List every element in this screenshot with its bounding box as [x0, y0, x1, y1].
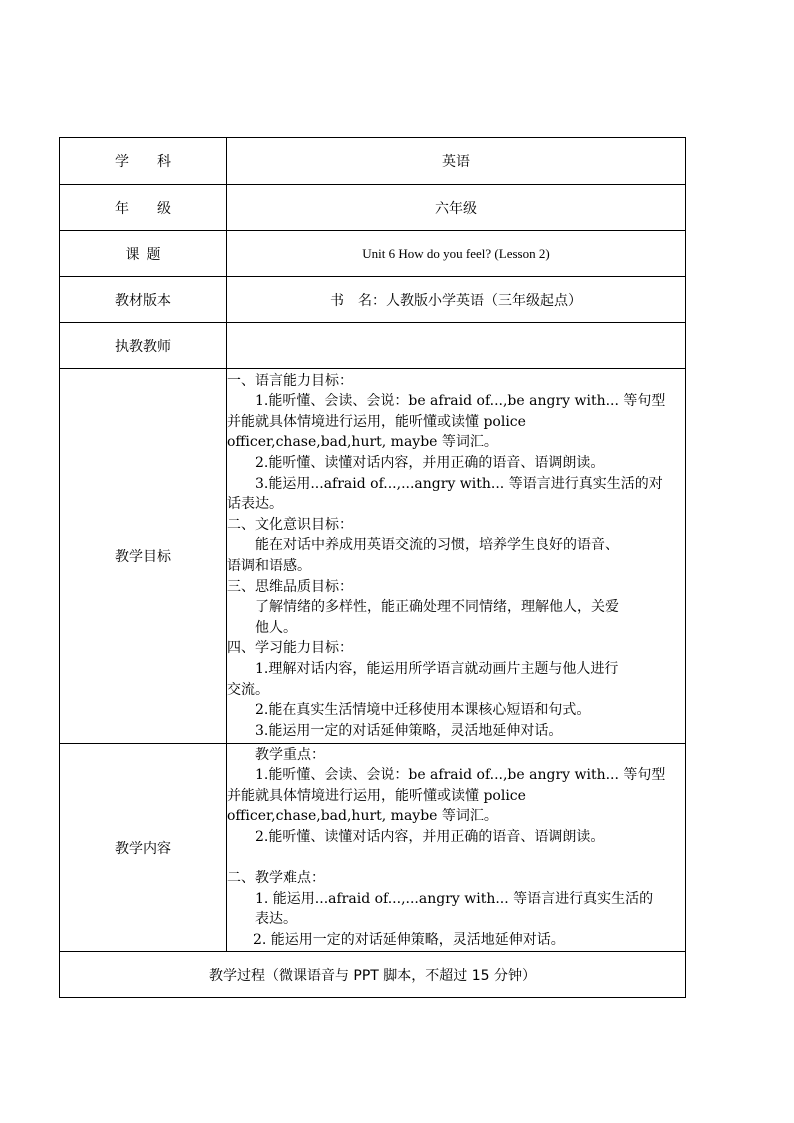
content-label: 教学内容 — [60, 744, 227, 952]
objectives-line: 四、学习能力目标： — [227, 640, 353, 657]
topic-label: 课 题 — [60, 231, 227, 277]
content-line: officer,chase,bad,hurt, maybe 等词汇。 — [227, 808, 498, 825]
objectives-line: 2.能在真实生活情境中迁移使用本课核心短语和句式。 — [255, 702, 591, 719]
objectives-line: 并能就具体情境进行运用，能听懂或读懂 police — [227, 413, 526, 430]
objectives-line: 语调和语感。 — [227, 558, 311, 574]
topic-row — [60, 231, 686, 277]
teacher-label: 执教教师 — [60, 323, 227, 369]
content-row — [60, 744, 686, 952]
objectives-line: 能在对话中养成用英语交流的习惯，培养学生良好的语音、 — [255, 537, 619, 554]
objectives-line: 一、语言能力目标： — [227, 372, 353, 389]
objectives-label: 教学目标 — [60, 369, 227, 744]
content-line: 教学重点： — [255, 746, 325, 763]
objectives-line: 他人。 — [255, 619, 297, 636]
objectives-line: 1.能听懂、会读、会说：be afraid of...,be angry with... 等句型 — [255, 393, 666, 410]
objectives-line: 二、文化意识目标： — [227, 516, 353, 533]
process-heading: 教学过程（微课语音与 PPT 脚本，不超过 15 分钟） — [60, 952, 686, 998]
objectives-body — [227, 369, 686, 744]
content-line — [227, 848, 685, 869]
subject-value: 英语 — [227, 138, 686, 185]
content-line: 二、教学难点： — [227, 870, 325, 887]
teacher-row — [60, 323, 686, 369]
objectives-line: 交流。 — [227, 681, 269, 698]
edition-row — [60, 277, 686, 323]
objectives-line: 3.能运用一定的对话延伸策略，灵活地延伸对话。 — [255, 722, 563, 739]
process-row — [60, 952, 686, 998]
subject-label: 学 科 — [60, 138, 227, 185]
teacher-value — [227, 323, 686, 369]
content-line: 并能就具体情境进行运用，能听懂或读懂 police — [227, 787, 526, 804]
content-line: 2. 能运用一定的对话延伸策略，灵活地延伸对话。 — [253, 931, 565, 948]
edition-label: 教材版本 — [60, 277, 227, 323]
grade-value: 六年级 — [227, 185, 686, 231]
objectives-line: 1.理解对话内容，能运用所学语言就动画片主题与他人进行 — [255, 660, 619, 677]
objectives-line: 了解情绪的多样性，能正确处理不同情绪，理解他人，关爱 — [255, 599, 619, 616]
topic-value: Unit 6 How do you feel? (Lesson 2) — [227, 231, 686, 277]
subject-row — [60, 138, 686, 185]
content-line: 1. 能运用...afraid of...,...angry with... 等语言进行真实生活的 — [255, 890, 654, 907]
objectives-line: officer,chase,bad,hurt, maybe 等词汇。 — [227, 434, 498, 451]
grade-row — [60, 185, 686, 231]
objectives-line: 2.能听懂、读懂对话内容，并用正确的语音、语调朗读。 — [255, 455, 605, 472]
objectives-line: 三、思维品质目标： — [227, 578, 353, 595]
content-line: 2.能听懂、读懂对话内容，并用正确的语音、语调朗读。 — [255, 828, 605, 845]
objectives-line: 3.能运用...afraid of...,...angry with... 等语言进行真实生活的对 — [255, 475, 663, 492]
lesson-plan-table — [59, 137, 686, 998]
content-line: 表达。 — [255, 911, 297, 928]
content-line: 1.能听懂、会读、会说：be afraid of...,be angry with... 等句型 — [255, 767, 666, 784]
objectives-row — [60, 369, 686, 744]
objectives-line: 话表达。 — [227, 496, 283, 513]
content-body — [227, 744, 686, 952]
edition-value: 书 名：人教版小学英语（三年级起点） — [227, 277, 686, 323]
grade-label: 年 级 — [60, 185, 227, 231]
